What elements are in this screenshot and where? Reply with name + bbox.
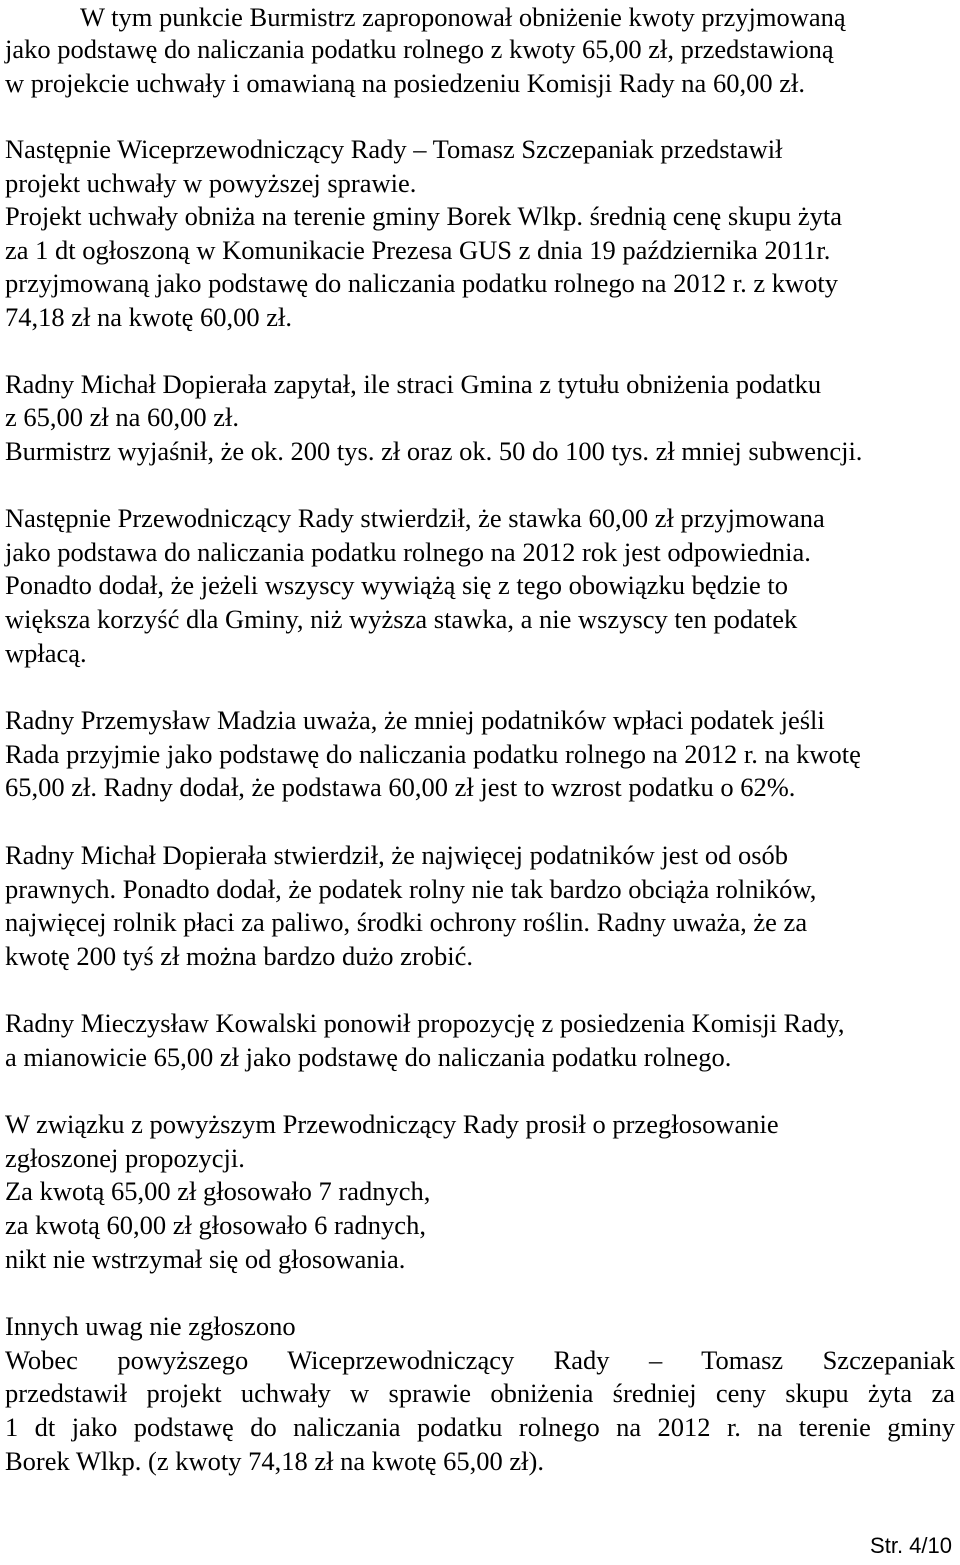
text-line: z 65,00 zł na 60,00 zł. (5, 402, 240, 432)
text-line: Rada przyjmie jako podstawę do naliczania podatku rolnego na 2012 r. na kwotę (5, 739, 861, 769)
text-line: W tym punkcie Burmistrz zaproponował obniżenie kwoty przyjmowaną (80, 2, 846, 32)
text-line: Borek Wlkp. (z kwoty 74,18 zł na kwotę 65,00 zł). (5, 1446, 544, 1476)
text-line: Radny Mieczysław Kowalski ponowił propozycję z posiedzenia Komisji Rady, (5, 1008, 845, 1038)
text-line: za kwotą 60,00 zł głosowało 6 radnych, (5, 1210, 426, 1240)
text-line: Radny Przemysław Madzia uważa, że mniej podatników wpłaci podatek jeśli (5, 705, 825, 735)
text-line: Radny Michał Dopierała zapytał, ile straci Gmina z tytułu obniżenia podatku (5, 369, 822, 399)
text-line: projekt uchwały w powyższej sprawie. (5, 168, 417, 198)
text-line: a mianowicie 65,00 zł jako podstawę do naliczania podatku rolnego. (5, 1042, 732, 1072)
text-line: wpłacą. (5, 638, 87, 668)
text-line: jako podstawę do naliczania podatku rolnego z kwoty 65,00 zł, przedstawioną (5, 34, 834, 64)
text-line: przedstawił projekt uchwały w sprawie obniżenia średniej ceny skupu żyta za (5, 1378, 955, 1408)
text-line: Następnie Przewodniczący Rady stwierdził, że stawka 60,00 zł przyjmowana (5, 503, 825, 533)
text-line: Burmistrz wyjaśnił, że ok. 200 tys. zł oraz ok. 50 do 100 tys. zł mniej subwencji. (5, 436, 863, 466)
text-line: 65,00 zł. Radny dodał, że podstawa 60,00 zł jest to wzrost podatku o 62%. (5, 772, 796, 802)
text-line: nikt nie wstrzymał się od głosowania. (5, 1244, 406, 1274)
text-line: Innych uwag nie zgłoszono (5, 1311, 296, 1341)
text-line: zgłoszonej propozycji. (5, 1143, 245, 1173)
text-line: 74,18 zł na kwotę 60,00 zł. (5, 302, 293, 332)
text-line: za 1 dt ogłoszoną w Komunikacie Prezesa GUS z dnia 19 października 2011r. (5, 235, 831, 265)
text-line: jako podstawa do naliczania podatku rolnego na 2012 rok jest odpowiednia. (5, 537, 811, 567)
text-line: w projekcie uchwały i omawianą na posiedzeniu Komisji Rady na 60,00 zł. (5, 68, 805, 98)
text-line: Ponadto dodał, że jeżeli wszyscy wywiążą się z tego obowiązku będzie to (5, 570, 788, 600)
text-line: Następnie Wiceprzewodniczący Rady – Tomasz Szczepaniak przedstawił (5, 134, 783, 164)
text-line: najwięcej rolnik płaci za paliwo, środki ochrony roślin. Radny uważa, że za (5, 907, 808, 937)
text-line: prawnych. Ponadto dodał, że podatek rolny nie tak bardzo obciąża rolników, (5, 874, 817, 904)
text-line: Wobec powyższego Wiceprzewodniczący Rady – Tomasz Szczepaniak (5, 1345, 955, 1375)
text-line: W związku z powyższym Przewodniczący Rady prosił o przegłosowanie (5, 1109, 779, 1139)
text-line: większa korzyść dla Gminy, niż wyższa stawka, a nie wszyscy ten podatek (5, 604, 798, 634)
text-line: Projekt uchwały obniża na terenie gminy Borek Wlkp. średnią cenę skupu żyta (5, 201, 842, 231)
text-line: Radny Michał Dopierała stwierdził, że najwięcej podatników jest od osób (5, 840, 789, 870)
text-line: 1 dt jako podstawę do naliczania podatku rolnego na 2012 r. na terenie gminy (5, 1412, 955, 1442)
text-line: przyjmowaną jako podstawę do naliczania podatku rolnego na 2012 r. z kwoty (5, 268, 839, 298)
text-line: kwotę 200 tyś zł można bardzo dużo zrobić. (5, 941, 474, 971)
page-number: Str. 4/10 (870, 1533, 952, 1558)
text-line: Za kwotą 65,00 zł głosowało 7 radnych, (5, 1176, 431, 1206)
